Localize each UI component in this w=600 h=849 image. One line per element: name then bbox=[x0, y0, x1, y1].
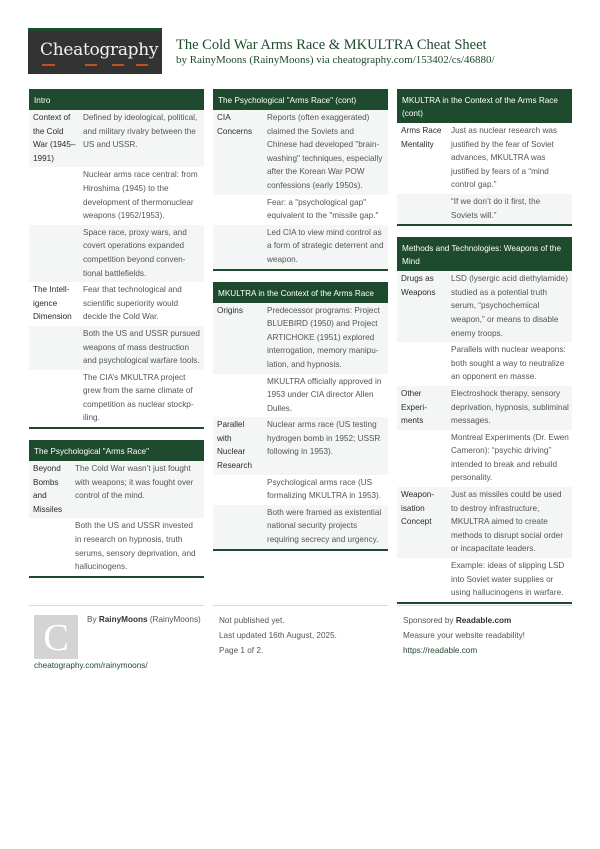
sponsor-line bbox=[403, 613, 572, 628]
table-row bbox=[397, 194, 572, 224]
row-value: “If we don’t do it first, the Soviets will.” bbox=[451, 196, 541, 220]
sponsor-text bbox=[397, 606, 572, 658]
table-row bbox=[213, 110, 388, 195]
row-key: Other Experiments bbox=[401, 388, 427, 426]
row-key bbox=[29, 371, 77, 425]
section-title: Methods and Technologies: Weapons of the Mind bbox=[397, 237, 572, 271]
table-row bbox=[213, 303, 388, 374]
row-value: Reports (often exaggerated) claimed the Soviets and Chinese had developed "brainwashing" techniques, especially after the Korean War POW confessions (early 1950s). bbox=[267, 113, 383, 190]
table-row bbox=[213, 475, 388, 505]
table-row bbox=[29, 370, 204, 427]
row-value: Fear: a "psychological gap" equivalent to the "missile gap." bbox=[267, 197, 379, 221]
section-title: The Psychological "Arms Race" bbox=[29, 440, 204, 461]
section-intro bbox=[29, 89, 204, 429]
status-text bbox=[213, 606, 388, 658]
section-title: MKULTRA in the Context of the Arms Race bbox=[213, 282, 388, 303]
table-row bbox=[29, 461, 204, 518]
row-key bbox=[397, 195, 445, 222]
page-header bbox=[28, 28, 588, 74]
logo-underline-2 bbox=[85, 64, 97, 66]
author-avatar[interactable]: C bbox=[34, 615, 78, 659]
row-value: Defined by ideological, political, and military rivalry between the US and USSR. bbox=[83, 113, 198, 150]
table-row bbox=[29, 167, 204, 224]
table-row bbox=[213, 225, 388, 269]
row-key bbox=[29, 519, 69, 573]
row-key: Drugs as Weapons bbox=[401, 274, 436, 297]
row-value: Both were framed as existential national security projects requiring secrecy and urgency. bbox=[267, 507, 382, 545]
row-key bbox=[29, 168, 77, 222]
row-value: Just as nuclear research was justified by the fear of Soviet advances, MKULTRA was justified by fears of a “mind control gap.” bbox=[451, 126, 558, 190]
row-key bbox=[213, 196, 261, 223]
row-key bbox=[213, 375, 261, 416]
row-value: The Cold War wasn’t just fought with weapons; it was fought over control of the mind. bbox=[75, 464, 194, 501]
author-handle: (RainyMoons) bbox=[149, 615, 201, 624]
table-row bbox=[29, 282, 204, 326]
row-value: Fear that technological and scientific superiority would decide the Cold War. bbox=[83, 285, 182, 322]
row-key: Beyond Bombs and Missiles bbox=[33, 464, 63, 514]
section-psychological-arms-race bbox=[29, 440, 204, 578]
column-1 bbox=[29, 89, 204, 589]
last-updated: Last updated 16th August, 2025. bbox=[219, 631, 337, 640]
section-mkultra-context-cont bbox=[397, 89, 572, 226]
section-title: The Psychological "Arms Race" (cont) bbox=[213, 89, 388, 110]
logo-text: Cheatography bbox=[40, 40, 159, 60]
row-value: MKULTRA officially approved in 1953 under CIA director Allen Dulles. bbox=[267, 376, 382, 413]
row-value: Both the US and USSR pursued weapons of mass destruction and psychological warfare tools. bbox=[83, 328, 200, 366]
cheatography-logo[interactable] bbox=[28, 28, 162, 74]
row-value: Led CIA to view mind control as a form of strategic deterrent and weapon. bbox=[267, 227, 384, 264]
table-row bbox=[29, 518, 204, 575]
sponsor-link[interactable]: https://readable.com bbox=[403, 646, 478, 655]
table-row bbox=[397, 386, 572, 430]
table-row bbox=[29, 326, 204, 370]
row-value: Both the US and USSR invested in research on hypnosis, truth serums, sensory deprivation, and hallucinogens. bbox=[75, 521, 196, 572]
sponsor-prefix: Sponsored by bbox=[403, 616, 454, 625]
table-row bbox=[397, 271, 572, 342]
table-row bbox=[213, 195, 388, 225]
row-key bbox=[213, 476, 261, 503]
row-key: Context of the Cold War (1945–1991) bbox=[33, 113, 76, 163]
row-value: The CIA’s MKULTRA project grew from the same climate of competition as nuclear stockpiling. bbox=[83, 372, 194, 423]
row-key bbox=[29, 327, 77, 368]
page-byline[interactable]: by RainyMoons (RainyMoons) via cheatography.com/153402/cs/46880/ bbox=[176, 54, 495, 66]
column-3 bbox=[397, 89, 572, 615]
page-title: The Cold War Arms Race & MKULTRA Cheat Sheet bbox=[176, 37, 487, 53]
section-title: Intro bbox=[29, 89, 204, 110]
row-key: The Intelligence Dimension bbox=[33, 285, 72, 322]
row-key bbox=[397, 343, 445, 384]
sponsor-tagline: Measure your website readability! bbox=[403, 631, 525, 640]
logo-underline-3 bbox=[112, 64, 124, 66]
sponsor-name[interactable]: Readable.com bbox=[455, 616, 512, 625]
section-methods-technologies bbox=[397, 237, 572, 604]
table-row bbox=[397, 487, 572, 558]
author-name[interactable]: RainyMoons bbox=[98, 615, 148, 624]
page-number: Page 1 of 2. bbox=[219, 646, 264, 655]
table-row bbox=[213, 374, 388, 418]
table-row bbox=[213, 417, 388, 474]
table-row bbox=[29, 225, 204, 282]
row-key bbox=[29, 226, 77, 280]
section-title: MKULTRA in the Context of the Arms Race (cont) bbox=[397, 89, 572, 123]
section-psychological-arms-race-cont bbox=[213, 89, 388, 271]
logo-underline-1 bbox=[42, 64, 55, 66]
row-value: Nuclear arms race central: from Hiroshima (1945) to the development of thermonuclear weapons (1952/1953). bbox=[83, 170, 198, 221]
table-row bbox=[29, 110, 204, 167]
row-value: Electroshock therapy, sensory deprivation, hypnosis, subliminal messages. bbox=[451, 388, 569, 426]
section-mkultra-context bbox=[213, 282, 388, 551]
row-value: Parallels with nuclear weapons: both sought a way to neutralize an opponent en masse. bbox=[451, 345, 566, 382]
column-2 bbox=[213, 89, 388, 562]
row-key: Arms Race Mentality bbox=[401, 126, 442, 149]
row-value: Montreal Experiments (Dr. Ewen Cameron): “psychic driving” intended to break and rebuild personality. bbox=[451, 432, 569, 483]
table-row bbox=[397, 123, 572, 194]
row-value: Just as missiles could be used to destroy infrastructure, MKULTRA aimed to create methods to disrupt social order or incapacitate leaders. bbox=[451, 490, 563, 554]
row-value: Space race, proxy wars, and covert operations expanded competition beyond conventional battlefields. bbox=[83, 227, 187, 278]
logo-underline-4 bbox=[136, 64, 148, 66]
table-row bbox=[213, 505, 388, 549]
table-row bbox=[397, 430, 572, 487]
row-value: Psychological arms race (US formalizing MKULTRA in 1953). bbox=[267, 477, 382, 501]
by-prefix: By bbox=[87, 615, 97, 624]
footer-sponsor bbox=[397, 605, 572, 658]
row-key bbox=[213, 506, 261, 547]
row-value: Nuclear arms race (US testing hydrogen bomb in 1952; USSR following in 1953). bbox=[267, 420, 381, 457]
footer-divider bbox=[29, 605, 204, 606]
published-status: Not published yet. bbox=[219, 616, 285, 625]
row-key bbox=[397, 431, 445, 485]
footer-status bbox=[213, 605, 388, 658]
author-byline bbox=[87, 615, 201, 624]
row-key: Parallel with Nuclear Research bbox=[217, 420, 253, 471]
row-value: LSD (lysergic acid diethylamide) studied as a potential truth serum, “psychochemical weapon,” or means to disable enemy troops. bbox=[451, 274, 568, 338]
table-row bbox=[397, 558, 572, 602]
row-key: Weaponisation Concept bbox=[401, 490, 435, 527]
footer-author bbox=[29, 605, 204, 670]
author-profile-link[interactable]: cheatography.com/rainymoons/ bbox=[34, 661, 148, 670]
row-key: Origins bbox=[217, 305, 243, 315]
row-key bbox=[213, 226, 261, 267]
row-value: Example: ideas of slipping LSD into Soviet water supplies or using hallucinogens in warfare. bbox=[451, 561, 565, 598]
row-value: Predecessor programs: Project BLUEBIRD (1950) and Project ARTICHOKE (1951) explored interrogation, memory manipulation, and hypnosis. bbox=[267, 305, 380, 369]
row-key bbox=[397, 559, 445, 600]
table-row bbox=[397, 342, 572, 386]
row-key: CIA Concerns bbox=[217, 113, 253, 136]
